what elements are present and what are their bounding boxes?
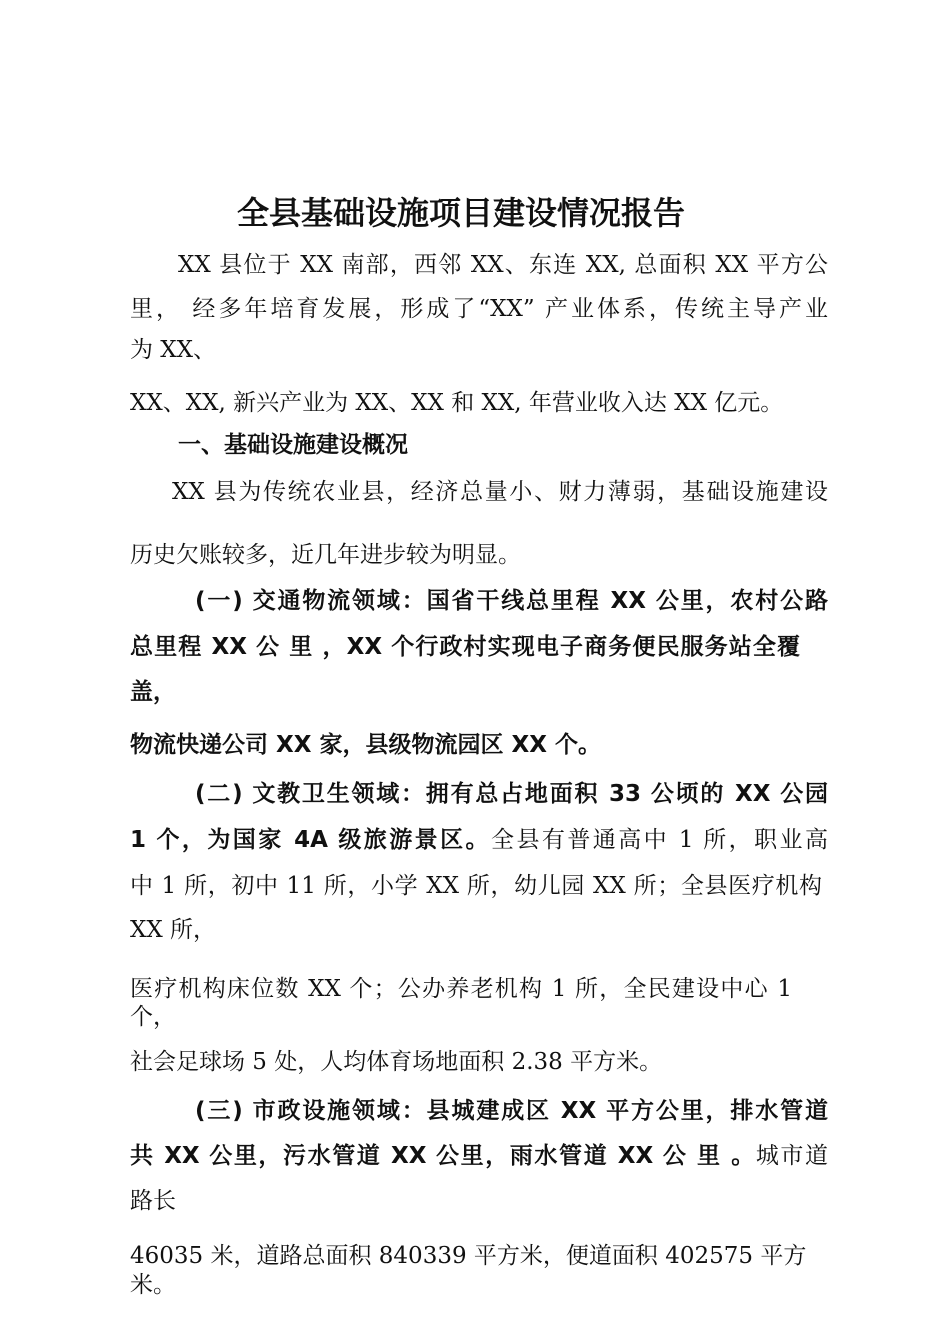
document-title: 全县基础设施项目建设情况报告 [237, 194, 686, 232]
item3-line-1: (三) 市政设施领域：县城建成区 XX 平方公里，排水管道 [195, 1098, 828, 1124]
intro-line-3: 为 XX、 [130, 337, 217, 363]
item2-line-2-normal: 全县有普通高中 1 所，职业高 [491, 827, 828, 853]
item1-line-2: 总里程 XX 公 里 ，XX 个行政村实现电子商务便民服务站全覆 [130, 634, 800, 660]
item2-line-6: 个， [130, 1004, 176, 1030]
intro-line-1: XX 县位于 XX 南部，西邻 XX、东连 XX, 总面积 XX 平方公 [178, 252, 828, 278]
item1-line-3: 盖， [130, 679, 176, 705]
section-heading: 一、基础设施建设概况 [178, 432, 408, 458]
item2-line-4: XX 所， [130, 917, 217, 943]
section1-line-2: 历史欠账较多，近几年进步较为明显。 [130, 542, 521, 568]
item2-line-5: 医疗机构床位数 XX 个；公办养老机构 1 所，全民建设中心 1 [130, 976, 792, 1002]
item3-line-2-normal: 城市道 [755, 1143, 828, 1169]
item2-line-2 [130, 825, 828, 855]
intro-line-2: 里， 经多年培育发展，形成了“XX” 产业体系，传统主导产业 [130, 296, 828, 322]
item3-line-2-bold: 共 XX 公里，污水管道 XX 公里，雨水管道 XX 公 里 。 [130, 1143, 756, 1169]
item3-line-2 [130, 1141, 828, 1171]
item3-line-5: 米。 [130, 1272, 176, 1298]
intro-line-4: XX、XX, 新兴产业为 XX、XX 和 XX, 年营业收入达 XX 亿元。 [130, 390, 784, 416]
item1-line-1: (一) 交通物流领域：国省干线总里程 XX 公里，农村公路 [195, 588, 828, 614]
item2-line-7: 社会足球场 5 处，人均体育场地面积 2.38 平方米。 [130, 1049, 663, 1075]
item3-line-4: 46035 米，道路总面积 840339 平方米，便道面积 402575 平方 [130, 1243, 807, 1269]
section1-line-1: XX 县为传统农业县，经济总量小、财力薄弱，基础设施建设 [172, 479, 828, 505]
item2-line-2-bold: 1 个，为国家 4A 级旅游景区。 [130, 827, 491, 853]
item2-line-3: 中 1 所，初中 11 所，小学 XX 所，幼儿园 XX 所；全县医疗机构 [130, 873, 822, 899]
item2-line-1: (二) 文教卫生领域：拥有总占地面积 33 公顷的 XX 公园 [195, 781, 828, 807]
item3-line-3: 路长 [130, 1188, 176, 1214]
item1-line-4: 物流快递公司 XX 家，县级物流园区 XX 个。 [130, 732, 601, 758]
